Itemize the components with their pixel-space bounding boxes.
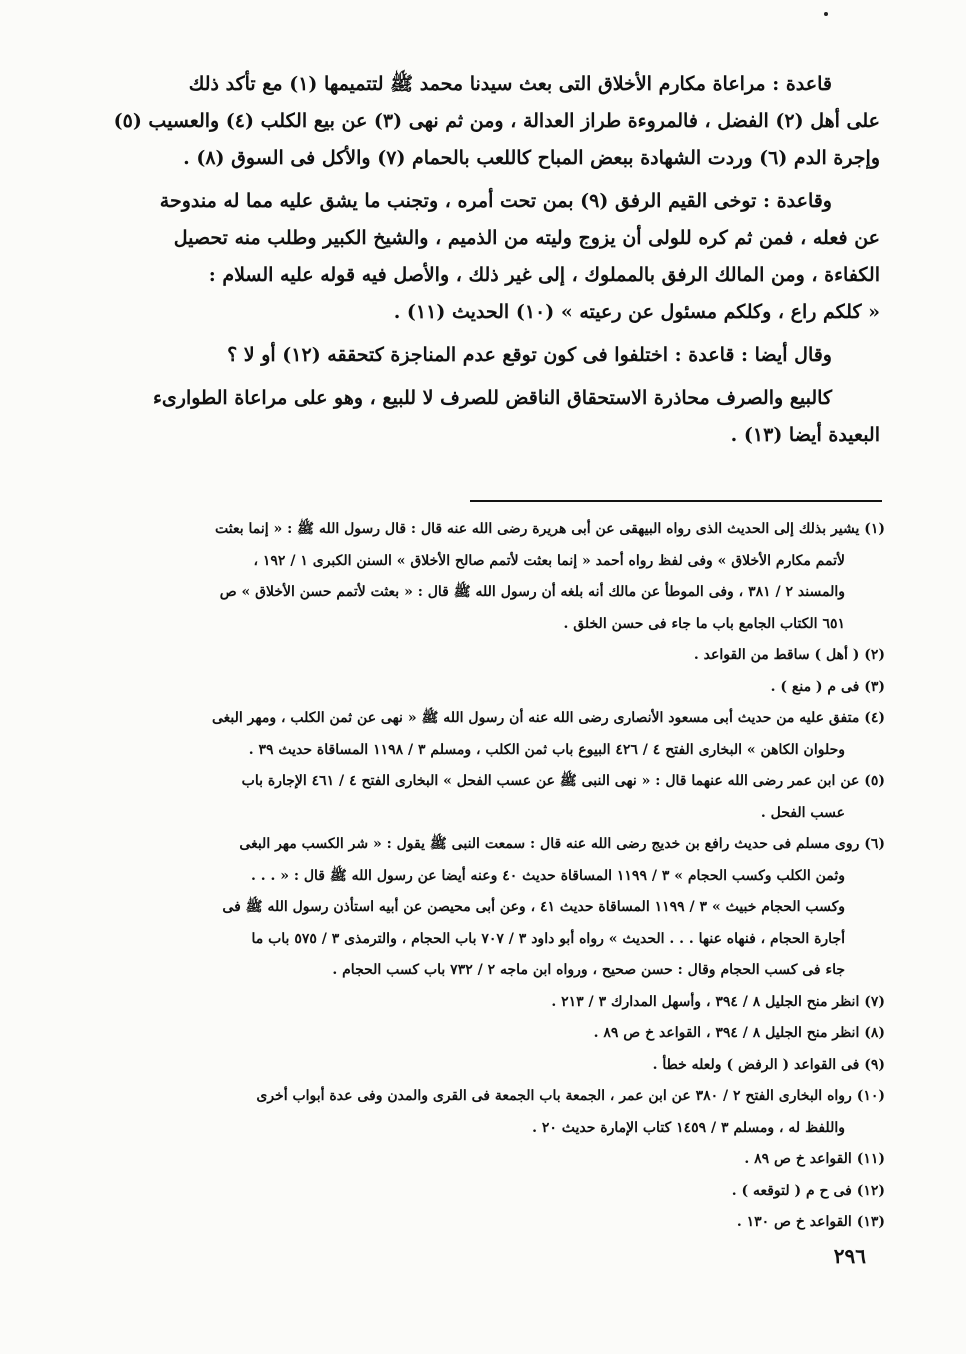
footnote-6 (110, 829, 885, 987)
footnote-line: (٢) ( أهل ) ساقط من القواعد . (693, 647, 885, 663)
footnote-line: (١٢) فى ح م ( لتوقعه ) . (731, 1182, 885, 1199)
text-line: وقال أيضا : قاعدة : اختلفوا فى كون توقع عدم المناجزة كتحققه (١٢) أو لا ؟ (227, 344, 832, 366)
page-number: ٢٩٦ (833, 1244, 866, 1268)
footnote-1 (110, 514, 885, 640)
footnote-line: لأتمم مكارم الأخلاق » وفى لفظ رواه أحمد « إنما بعثت لأتمم صالح الأخلاق » السنن الكبرى ١ / ١٩٢ ، (253, 552, 845, 569)
footnote-line: (٩) فى القواعد ( الرفض ) ولعله خطأ . (652, 1056, 885, 1073)
footnote-8 (110, 1018, 885, 1050)
paragraph-1 (110, 66, 880, 177)
text-line: على أهل (٢) الفضل ، فالمروءة طراز العدالة ، ومن ثم نهى (٣) عن بيع الكلب (٤) والعسيب (٥) (113, 110, 880, 132)
text-line: الكفاءة ، ومن المالك الرفق بالمملوك ، إلى غير ذلك ، والأصل فيه قوله عليه السلام : (208, 264, 880, 286)
footnote-line: (١١) القواعد خ ص ٨٩ . (744, 1151, 885, 1167)
text-line: البعيدة أيضا (١٣) . (730, 424, 880, 446)
main-text (110, 66, 880, 460)
footnote-line: (١) يشير بذلك إلى الحديث الذى رواه البيهقى عن أبى هريرة رضى الله عنه قال : قال رسول الله ﷺ : « إنما بعثت (215, 521, 885, 537)
footnote-line: (٥) عن ابن عمر رضى الله عنهما قال : « نهى النبى ﷺ عن عسب الفحل » البخارى الفتح ٤ / ٤٦١ الإجارة باب (241, 773, 885, 789)
footnote-3 (110, 672, 885, 704)
footnote-line: أجارة الحجام ، فنهاه عنها . . . الحديث » رواه أبو داود ٣ / ٧٠٧ باب الحجام ، والترمذى ٣ / ٥٧٥ باب ما (251, 930, 845, 947)
text-line: عن فعله ، فمن ثم كره للولى أن يزوج وليته من الذميم ، والشيخ الكبير وطلب منه تحصيل (173, 227, 880, 249)
footnote-13 (110, 1207, 885, 1239)
footnote-9 (110, 1050, 885, 1082)
paragraph-3 (110, 337, 880, 374)
footnote-line: (١٣) القواعد خ ص ١٣٠ . (736, 1214, 885, 1230)
footnote-10 (110, 1081, 885, 1144)
paragraph-4 (110, 380, 880, 454)
footnote-12 (110, 1176, 885, 1208)
footnote-line: ٦٥١ الكتاب الجامع باب ما جاء فى حسن الخلق . (563, 615, 845, 632)
footnotes (110, 514, 885, 1239)
footnote-line: والمسند ٢ / ٣٨١ ، وفى الموطأ عن مالك أنه بلغه أن رسول الله ﷺ قال : « بعثت لأتمم حسن الأخلاق » ص (219, 584, 845, 600)
footnote-line: (١٠) رواه البخارى الفتح ٢ / ٣٨٠ عن ابن عمر ، الجمعة باب الجمعة فى القرى والمدن وفى عدة أبواب أخرى (256, 1088, 885, 1104)
text-line: « كلكم راع ، وكلكم مسئول عن رعيته » (١٠) الحديث (١١) . (393, 301, 880, 323)
text-line: وإجرة الدم (٦) وردت الشهادة ببعض المباح كاللعب بالحمام (٧) والأكل فى السوق (٨) . (183, 147, 880, 169)
footnote-line: (٤) متفق عليه من حديث أبى مسعود الأنصارى رضى الله عنه أن رسول الله ﷺ « نهى عن ثمن الكلب ، ومهر البغى (212, 710, 885, 726)
text-line: وقاعدة : توخى القيم الرفق (٩) بمن تحت أمره ، وتجنب ما يشق عليه مما له مندوحة (159, 190, 832, 212)
footnote-line: وكسب الحجام خبيث » ٣ / ١١٩٩ المساقاة حديث ٤١ ، وعن أبى محيصن عن أبيه استأذن رسول الله ﷺ فى (222, 899, 845, 915)
footnote-7 (110, 987, 885, 1019)
footnote-line: واللفظ له ، ومسلم ٣ / ١٤٥٩ كتاب الإمارة حديث ٢٠ . (532, 1119, 845, 1136)
footnote-5 (110, 766, 885, 829)
speck (824, 12, 828, 16)
footnote-divider (470, 500, 882, 502)
footnote-2 (110, 640, 885, 672)
footnote-4 (110, 703, 885, 766)
text-line: كالبيع والصرف محاذرة الاستحقاق الناقض للصرف لا للبيع ، وهو على مراعاة الطوارىء (152, 387, 832, 409)
footnote-line: جاء فى كسب الحجام وقال : حسن صحيح ، ورواه ابن ماجه ٢ / ٧٣٢ باب كسب الحجام . (332, 962, 845, 978)
footnote-line: (٧) انظر منح الجليل ٨ / ٣٩٤ ، وأسهل المدارك ٣ / ٢١٣ . (551, 993, 885, 1010)
footnote-11 (110, 1144, 885, 1176)
footnote-line: (٣) فى م ( منع ) . (770, 678, 885, 695)
footnote-line: وحلوان الكاهن » البخارى الفتح ٤ / ٤٢٦ البيوع باب ثمن الكلب ، ومسلم ٣ / ١١٩٨ المساقاة حديث ٣٩ . (248, 741, 845, 758)
paragraph-2 (110, 183, 880, 331)
footnote-line: (٦) روى مسلم فى حديث رافع بن خديج رضى الله عنه قال : سمعت النبى ﷺ يقول : « شر الكسب مهر البغى (239, 836, 885, 852)
footnote-line: (٨) انظر منح الجليل ٨ / ٣٩٤ ، القواعد خ ص ٨٩ . (593, 1025, 885, 1041)
footnote-line: عسب الفحل . (760, 804, 845, 821)
footnote-line: وثمن الكلب وكسب الحجام » ٣ / ١١٩٩ المساقاة حديث ٤٠ وعنه أيضا عن رسول الله ﷺ قال : « . . . (250, 867, 845, 884)
text-line: قاعدة : مراعاة مكارم الأخلاق التى بعث سيدنا محمد ﷺ لتتميمها (١) مع تأكد ذلك (188, 73, 832, 95)
